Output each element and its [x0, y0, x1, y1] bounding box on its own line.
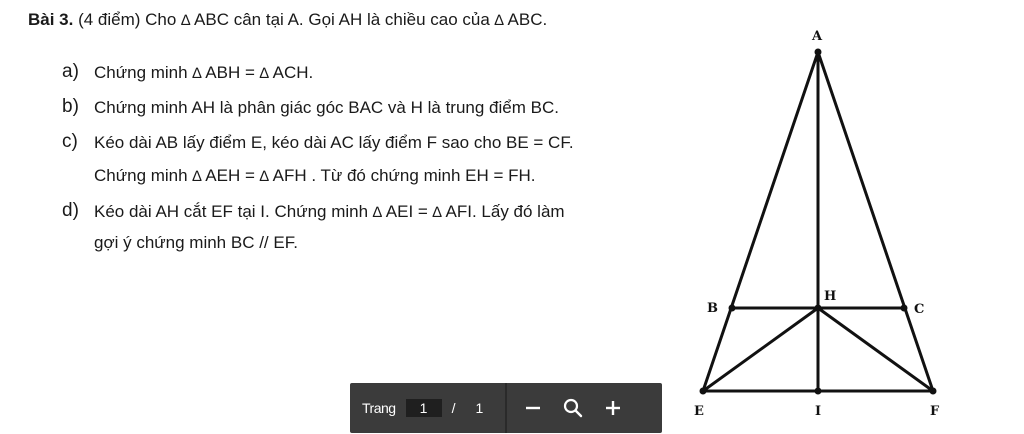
toolbar-divider	[505, 383, 507, 433]
item-a-text: Chứng minh ∆ ABH = ∆ ACH.	[94, 63, 314, 82]
current-page-input[interactable]: 1	[406, 399, 442, 417]
point-F	[930, 388, 937, 395]
magnifier-icon	[562, 397, 584, 419]
item-marker-d: d)	[62, 200, 79, 221]
segment-EH	[703, 308, 818, 391]
minus-icon	[523, 398, 543, 418]
point-E	[700, 388, 707, 395]
segment-FH	[818, 308, 933, 391]
item-d-continuation: gợi ý chứng minh BC // EF.	[94, 233, 298, 252]
label-B: B	[707, 301, 718, 316]
page-separator: /	[451, 400, 456, 416]
label-A: A	[812, 29, 823, 44]
point-I	[815, 388, 822, 395]
page-label: Trang	[362, 400, 396, 416]
item-marker-b: b)	[62, 96, 79, 117]
item-marker-a: a)	[62, 61, 79, 82]
item-d-text: Kéo dài AH cắt EF tại I. Chứng minh ∆ AEI = ∆ AFI. Lấy đó làm	[94, 202, 565, 221]
pdf-viewer-toolbar	[350, 383, 662, 433]
item-b-text: Chứng minh AH là phân giác góc BAC và H là trung điểm BC.	[94, 98, 559, 117]
item-marker-c: c)	[62, 131, 78, 152]
problem-title: Bài 3. (4 điểm) Cho ∆ ABC cân tại A. Gọi AH là chiều cao của ∆ ABC.	[28, 10, 548, 29]
label-I: I	[815, 404, 822, 419]
label-F: F	[930, 404, 940, 419]
zoom-out-button[interactable]	[513, 388, 553, 428]
point-A	[815, 49, 822, 56]
segment-AE	[703, 52, 818, 391]
segment-AF	[818, 52, 933, 391]
zoom-in-button[interactable]	[593, 388, 633, 428]
point-H	[815, 305, 822, 312]
point-C	[901, 305, 908, 312]
zoom-button[interactable]	[553, 388, 593, 428]
label-H: H	[824, 289, 837, 304]
item-c-continuation: Chứng minh ∆ AEH = ∆ AFH . Từ đó chứng minh EH = FH.	[94, 166, 536, 185]
item-c-text: Kéo dài AB lấy điểm E, kéo dài AC lấy điểm F sao cho BE = CF.	[94, 133, 574, 152]
total-pages: 1	[475, 400, 484, 416]
label-C: C	[914, 302, 925, 317]
label-E: E	[694, 404, 704, 419]
point-B	[729, 305, 736, 312]
plus-icon	[603, 398, 623, 418]
